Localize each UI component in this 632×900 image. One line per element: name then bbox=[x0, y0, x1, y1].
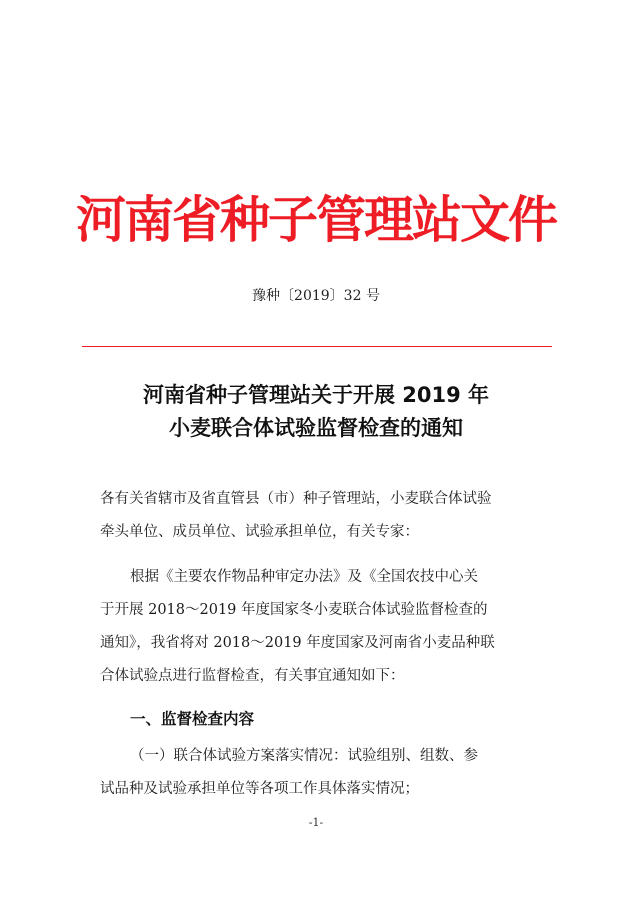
addressee-line-2: 牵头单位、成员单位、试验承担单位，有关专家： bbox=[100, 524, 419, 540]
intro-line-1: 根据《主要农作物品种审定办法》及《全国农技中心关 bbox=[130, 569, 478, 585]
section-1-item-1-line-1: （一）联合体试验方案落实情况：试验组别、组数、参 bbox=[130, 748, 478, 764]
letterhead-title: 河南省种子管理站文件 bbox=[76, 190, 556, 249]
addressee-line-1: 各有关省辖市及省直管县（市）种子管理站，小麦联合体试验 bbox=[100, 491, 492, 507]
page-number: -1- bbox=[308, 816, 324, 829]
notice-title-line-2: 小麦联合体试验监督检查的通知 bbox=[169, 416, 463, 440]
section-1-item-1-line-2: 试品种及试验承担单位等各项工作具体落实情况； bbox=[100, 781, 419, 797]
section-heading-1: 一、监督检查内容 bbox=[130, 710, 255, 728]
intro-line-4: 合体试验点进行监督检查，有关事宜通知如下： bbox=[100, 668, 405, 684]
intro-line-3: 通知》，我省将对 2018～2019 年度国家及河南省小麦品种联 bbox=[100, 635, 495, 651]
intro-line-2: 于开展 2018～2019 年度国家冬小麦联合体试验监督检查的 bbox=[100, 602, 488, 618]
document-number: 豫种〔2019〕32 号 bbox=[252, 288, 380, 304]
red-separator-line bbox=[82, 346, 552, 347]
notice-title-line-1: 河南省种子管理站关于开展 2019 年 bbox=[142, 383, 490, 407]
